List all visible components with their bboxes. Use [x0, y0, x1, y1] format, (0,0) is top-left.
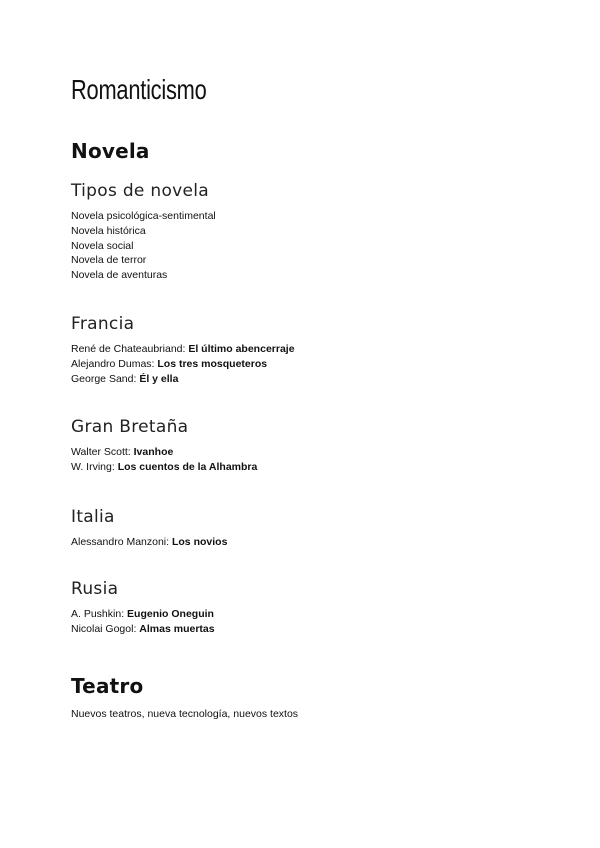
- work-title: Los novios: [171, 536, 228, 548]
- rusia-list: [71, 607, 215, 637]
- author-label: George Sand:: [71, 372, 137, 385]
- list-item: Novela psicológica-sentimental: [71, 210, 216, 222]
- list-item: Novela de aventuras: [71, 269, 168, 282]
- teatro-text: Nuevos teatros, nueva tecnología, nuevos textos: [71, 708, 299, 720]
- subheading-tipos-de-novela: Tipos de novela: [71, 181, 210, 201]
- francia-list: [71, 342, 295, 386]
- work-title: El último abencerraje: [188, 343, 295, 355]
- list-item: [71, 607, 215, 622]
- work-title: Él y ella: [139, 372, 179, 385]
- work-title: Los cuentos de la Alhambra: [117, 460, 258, 473]
- subheading-francia: Francia: [71, 314, 135, 334]
- work-title: Ivanhoe: [133, 446, 174, 458]
- italia-list: [71, 535, 227, 550]
- list-item: [71, 445, 257, 460]
- list-item: Novela social: [71, 239, 134, 252]
- tipos-list: [71, 209, 216, 283]
- list-item: Novela histórica: [71, 224, 146, 237]
- list-item: [71, 622, 215, 637]
- work-title: Almas muertas: [139, 622, 215, 635]
- author-label: W. Irving:: [71, 460, 115, 473]
- list-item: Novela de terror: [71, 254, 147, 267]
- author-label: Nicolai Gogol:: [71, 622, 137, 635]
- subheading-gran-bretana: Gran Bretaña: [71, 417, 189, 437]
- author-label: Alejandro Dumas:: [71, 357, 155, 370]
- list-item: [71, 372, 295, 387]
- subheading-italia: Italia: [71, 507, 115, 527]
- author-label: Walter Scott:: [71, 446, 131, 458]
- list-item: [71, 460, 257, 475]
- gran-bretana-list: [71, 445, 257, 475]
- page-title: Romanticismo: [71, 74, 207, 105]
- author-label: A. Pushkin:: [71, 608, 125, 620]
- author-label: Alessandro Manzoni:: [71, 536, 170, 548]
- author-label: René de Chateaubriand:: [71, 343, 186, 355]
- list-item: [71, 342, 295, 357]
- section-heading-teatro: Teatro: [71, 674, 144, 698]
- work-title: Eugenio Oneguin: [127, 608, 214, 620]
- list-item: [71, 535, 227, 550]
- list-item: [71, 357, 295, 372]
- subheading-rusia: Rusia: [71, 579, 119, 599]
- work-title: Los tres mosqueteros: [157, 357, 268, 370]
- section-heading-novela: Novela: [71, 139, 150, 163]
